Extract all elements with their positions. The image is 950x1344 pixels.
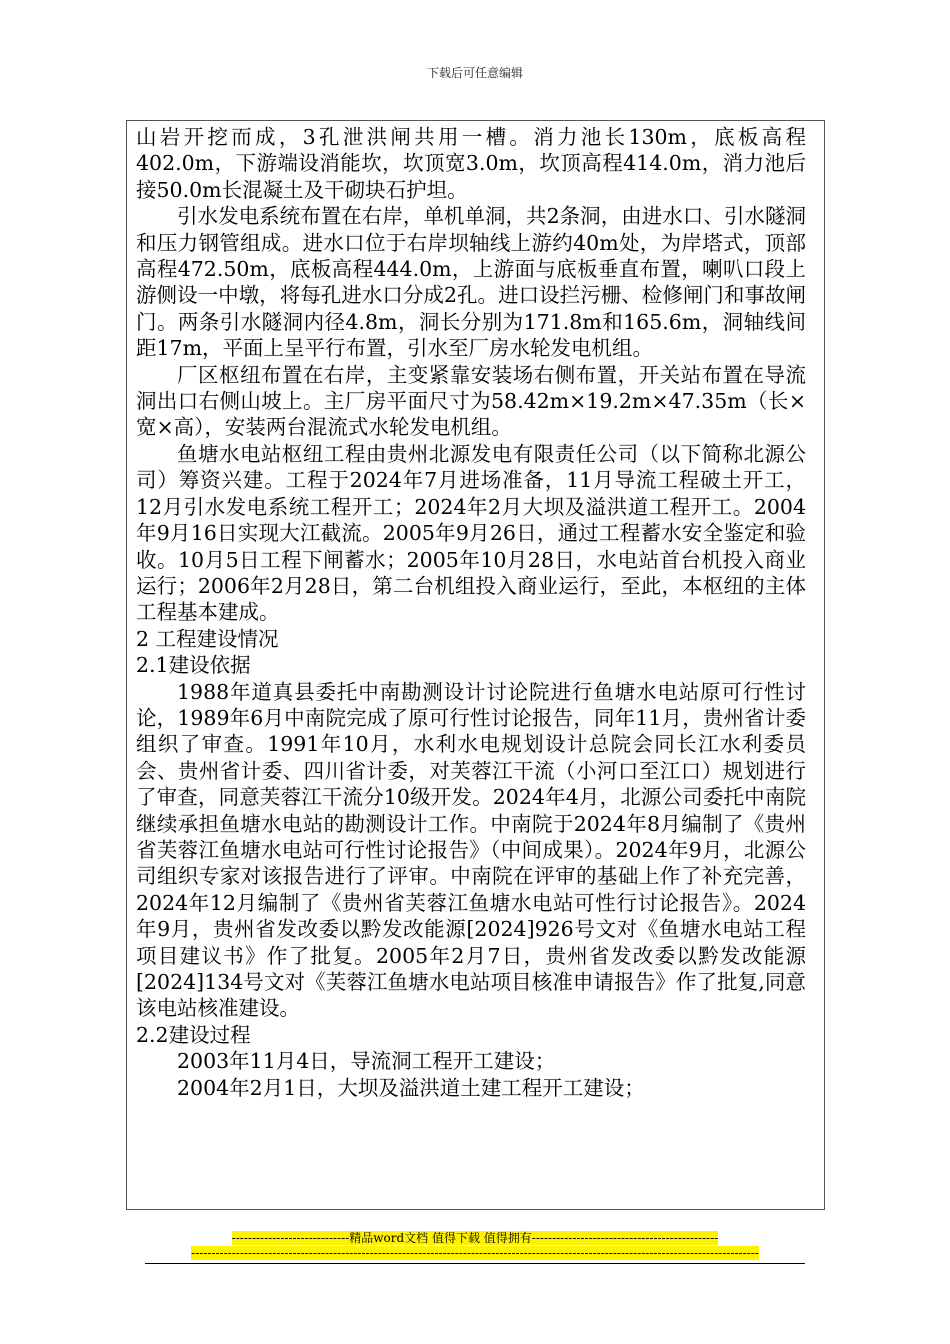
list-item: 2003年11月4日，导流洞工程开工建设； — [177, 1049, 556, 1074]
paragraph-construction-basis: 1988年道真县委托中南勘测设计讨论院进行鱼塘水电站原可行性讨论，1989年6月中南院完成了原可行性讨论报告，同年11月，贵州省计委组织了审查。1991年10月，水利水电规划设计总院会同长江水利委员会、贵州省计委、四川省计委，对芙蓉江干流（小河口至江口）规划进行了审查，同意芙蓉江干流分10级开发。2024年4月，北源公司委托中南院继续承担鱼塘水电站的勘测设计工作。中南院于2024年8月编制了《贵州省芙蓉江鱼塘水电站可行性讨论报告》（中间成果）。2024年9月，北源公司组织专家对该报告进行了评审。中南院在评审的基础上作了补充完善，2024年12月编制了《贵州省芙蓉江鱼塘水电站可性行讨论报告》。2024年9月，贵州省发改委以黔发改能源[2024]926号文对《鱼塘水电站工程项目建议书》作了批复。2005年2月7日，贵州省发改委以黔发改能源[2024]134号文对《芙蓉江鱼塘水电站项目核准申请报告》作了批复,同意该电站核准建设。 — [136, 679, 806, 1021]
section-heading: 2 工程建设情况 — [136, 626, 279, 651]
paragraph-project-overview: 鱼塘水电站枢纽工程由贵州北源发电有限责任公司（以下简称北源公司）筹资兴建。工程于2024年7月进场准备，11月导流工程破土开工，12月引水发电系统工程开工；2024年2月大坝及溢洪道工程开工。2004年9月16日实现大江截流。2005年9月26日，通过工程蓄水安全鉴定和验收。10月5日工程下闸蓄水；2005年10月28日，水电站首台机投入商业运行；2006年2月28日，第二台机组投入商业运行，至此，本枢纽的主体工程基本建成。 — [136, 441, 806, 625]
document-body — [136, 124, 806, 1101]
footer-dash-text: -------------------------------------------------------------------------------------------------------------------------------------------- — [191, 1246, 759, 1260]
footer-rule — [145, 1263, 805, 1264]
list-item: 2004年2月1日，大坝及溢洪道土建工程开工建设； — [177, 1075, 645, 1100]
footer-dash-line — [0, 1246, 950, 1260]
paragraph-powerhouse: 厂区枢纽布置在右岸，主变紧靠安装场右侧布置，开关站布置在导流洞出口右侧山坡上。主厂房平面尺寸为58.42m×19.2m×47.35m（长×宽×高），安装两台混流式水轮发电机组。 — [136, 362, 806, 440]
footer-banner — [0, 1231, 950, 1245]
subsection-heading-process: 2.2建设过程 — [136, 1022, 251, 1047]
subsection-heading-basis: 2.1建设依据 — [136, 653, 251, 678]
page-header: 下载后可任意编辑 — [426, 66, 523, 80]
paragraph-diversion-system: 引水发电系统布置在右岸，单机单洞，共2条洞，由进水口、引水隧洞和压力钢管组成。进水口位于右岸坝轴线上游约40m处，为岸塔式，顶部高程472.50m，底板高程444.0m，上游面与底板垂直布置，喇叭口段上游侧设一中墩，将每孔进水口分成2孔。进口设拦污栅、检修闸门和事故闸门。两条引水隧洞内径4.8m，洞长分别为171.8m和165.6m，洞轴线间距17m，平面上呈平行布置，引水至厂房水轮发电机组。 — [136, 204, 806, 361]
footer-banner-text: -----------------------------精品word文档 值得下载 值得拥有---------------------------------------------- — [231, 1231, 719, 1245]
paragraph-spillway: 山岩开挖而成，3孔泄洪闸共用一槽。消力池长130m，底板高程402.0m，下游端设消能坎，坎顶宽3.0m，坎顶高程414.0m，消力池后接50.0m长混凝土及干砌块石护坦。 — [136, 125, 806, 202]
